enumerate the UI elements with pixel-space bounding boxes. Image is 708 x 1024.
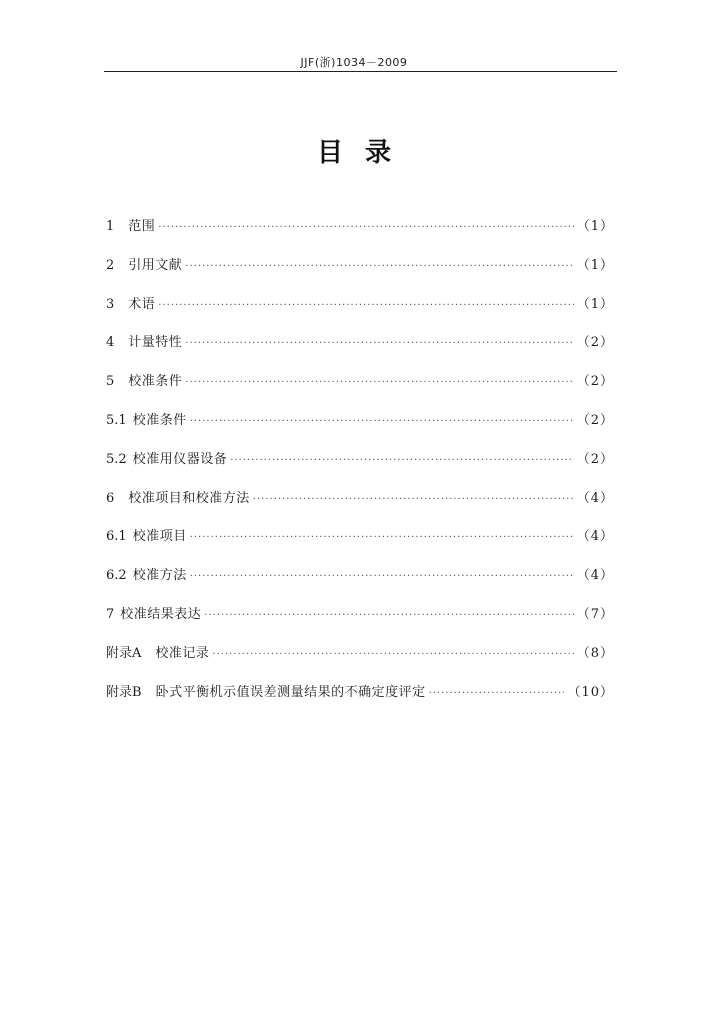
toc-item-number: 4	[106, 335, 115, 351]
toc-item-number: 2	[106, 257, 115, 273]
toc-item-page: （1）	[576, 296, 614, 312]
toc-item-label: 范围	[128, 219, 156, 234]
toc-item-label: 计量特性	[128, 335, 183, 351]
toc-item-page: （8）	[576, 645, 614, 661]
toc-item-page: （2）	[576, 374, 614, 390]
toc-item-page: （10）	[567, 684, 614, 700]
toc-item-number: 6	[106, 490, 115, 506]
toc-item-number: 5.2	[106, 451, 127, 467]
toc-item-6-2[interactable]	[106, 561, 614, 600]
toc-item-page: （7）	[576, 606, 614, 622]
toc-item-7[interactable]	[106, 600, 614, 639]
toc-leader-dots	[230, 446, 574, 476]
toc-item-number: 7	[106, 606, 115, 622]
page-title-part2: 录	[365, 138, 392, 168]
toc-item-number: 1	[106, 219, 115, 234]
toc-item-label: 校准条件	[132, 412, 187, 428]
standard-code: JJF(浙)1034－2009	[300, 56, 408, 69]
toc-leader-dots	[429, 679, 565, 709]
toc-item-3[interactable]	[106, 290, 614, 329]
toc-item-page: （1）	[576, 219, 614, 234]
toc-item-label: 引用文献	[128, 257, 183, 273]
toc-item-label: 校准用仪器设备	[132, 451, 228, 467]
toc-item-page: （2）	[576, 335, 614, 351]
toc-leader-dots	[158, 291, 573, 321]
toc-item-label: 卧式平衡机示值误差测量结果的不确定度评定	[155, 684, 426, 700]
toc-item-page: （2）	[576, 451, 614, 467]
page-title	[0, 132, 708, 169]
toc-leader-dots	[190, 407, 574, 437]
toc-item-appendix-a[interactable]	[106, 639, 614, 678]
toc-item-label: 校准方法	[132, 568, 187, 584]
toc-item-number: 附录B	[106, 684, 142, 700]
toc-item-6-1[interactable]	[106, 522, 614, 561]
toc-leader-dots	[185, 368, 573, 398]
toc-item-page: （1）	[576, 257, 614, 273]
toc-leader-dots	[185, 329, 573, 359]
page-title-part1: 目	[316, 138, 343, 168]
toc-item-page: （4）	[576, 529, 614, 545]
toc-item-label: 校准项目和校准方法	[128, 490, 250, 506]
toc-item-6[interactable]	[106, 484, 614, 523]
toc-item-5-2[interactable]	[106, 445, 614, 484]
toc-item-label: 校准项目	[132, 529, 187, 545]
toc-leader-dots	[190, 523, 574, 553]
toc-item-label: 校准记录	[155, 645, 210, 661]
toc-item-label: 校准条件	[128, 374, 183, 390]
toc-item-number: 附录A	[106, 645, 142, 661]
toc-item-page: （4）	[576, 568, 614, 584]
toc-item-number: 5	[106, 374, 115, 390]
toc-item-1[interactable]	[106, 212, 614, 251]
toc-item-label: 校准结果表达	[120, 606, 202, 622]
toc-leader-dots	[204, 601, 573, 631]
toc-leader-dots	[158, 213, 573, 243]
toc-item-page: （4）	[576, 490, 614, 506]
toc-leader-dots	[212, 640, 573, 670]
toc-item-label: 术语	[128, 296, 156, 312]
toc-item-number: 6.2	[106, 568, 127, 584]
toc-item-number: 5.1	[106, 412, 127, 428]
toc-item-page: （2）	[576, 412, 614, 428]
toc-item-number: 3	[106, 296, 115, 312]
toc-item-5-1[interactable]	[106, 406, 614, 445]
toc-leader-dots	[185, 252, 573, 282]
toc-leader-dots	[253, 485, 574, 515]
toc-item-appendix-b[interactable]	[106, 678, 614, 717]
toc-leader-dots	[190, 562, 574, 592]
toc-item-number: 6.1	[106, 529, 127, 545]
table-of-contents	[106, 212, 614, 716]
header-rule	[104, 71, 617, 72]
toc-item-5[interactable]	[106, 367, 614, 406]
toc-item-4[interactable]	[106, 328, 614, 367]
toc-item-2[interactable]	[106, 251, 614, 290]
